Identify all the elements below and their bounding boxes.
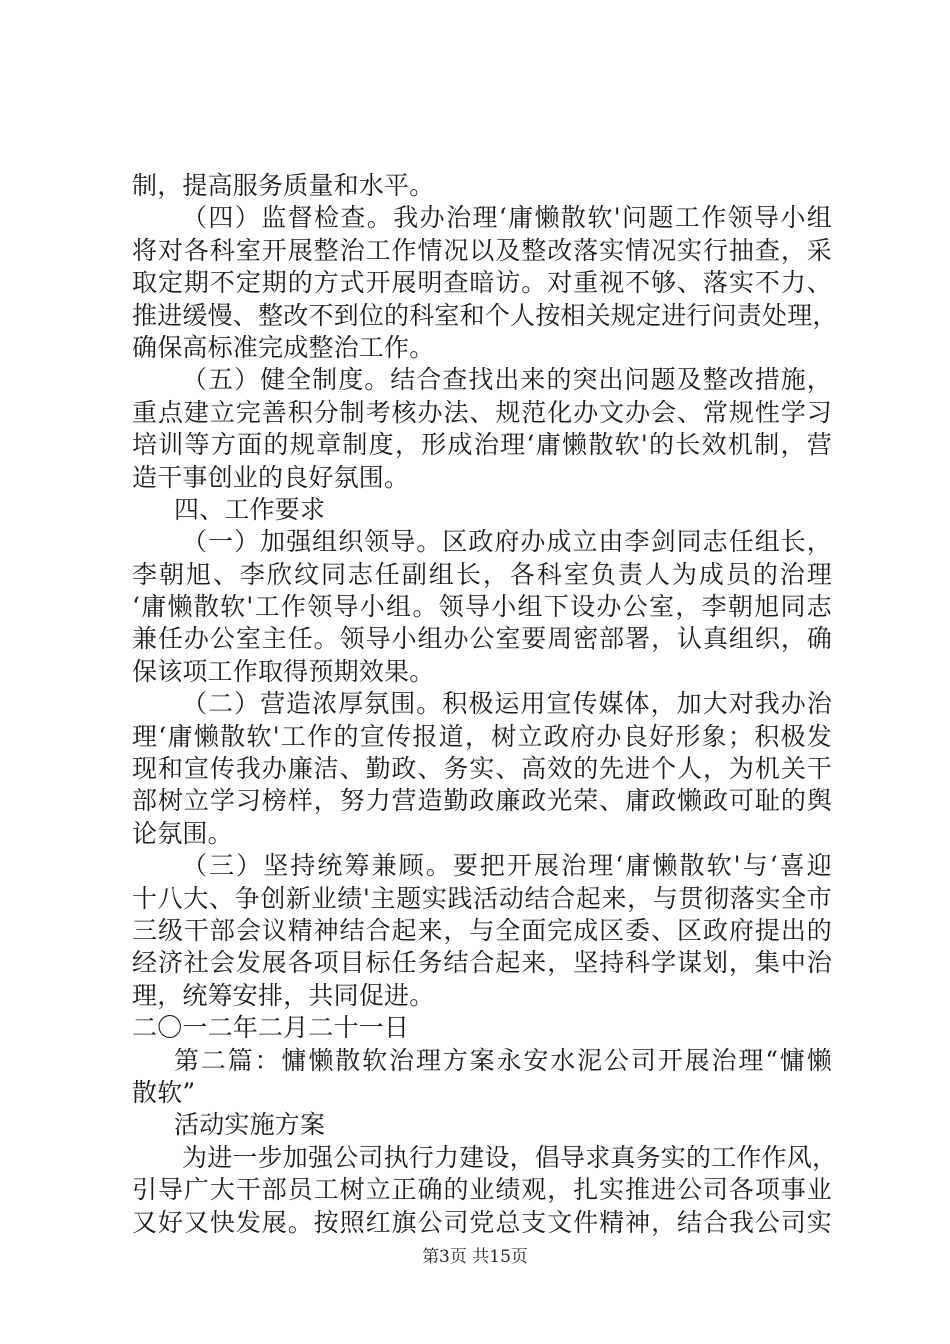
- text-line: 兼任办公室主任。领导小组办公室要周密部署，认真组织，确: [132, 624, 832, 654]
- text-line: 为进一步加强公司执行力建设，倡导求真务实的工作作风，: [182, 1142, 838, 1172]
- text-line: 取定期不定期的方式开展明查暗访。对重视不够、落实不力、: [132, 268, 832, 298]
- text-line: 三级干部会议精神结合起来，与全面完成区委、区政府提出的: [132, 915, 832, 945]
- text-line: 第二篇：慵懒散软治理方案永安水泥公司开展治理“慵懒: [174, 1045, 832, 1075]
- text-line: 培训等方面的规章制度，形成治理‘庸懒散软'的长效机制，营: [132, 430, 832, 460]
- text-line: 十八大、争创新业绩'主题实践活动结合起来，与贯彻落实全市: [132, 883, 832, 913]
- text-line: 活动实施方案: [174, 1110, 326, 1140]
- text-line: 推进缓慢、整改不到位的科室和个人按相关规定进行问责处理，: [132, 300, 838, 330]
- text-line: 四、工作要求: [174, 494, 326, 524]
- text-line: 重点建立完善积分制考核办法、规范化办文办会、常规性学习: [132, 397, 832, 427]
- text-line: ‘庸懒散软'工作领导小组。领导小组下设办公室，李朝旭同志: [132, 592, 832, 622]
- document-body: [132, 170, 838, 1239]
- text-line: 保该项工作取得预期效果。: [132, 656, 435, 686]
- text-line: 造干事创业的良好氛围。: [132, 462, 410, 492]
- text-line: （一）加强组织领导。区政府办成立由李剑同志任组长，: [182, 527, 832, 557]
- text-line: 将对各科室开展整治工作情况以及整改落实情况实行抽查，采: [132, 235, 832, 265]
- text-line: 确保高标准完成整治工作。: [132, 332, 435, 362]
- text-line: 理‘庸懒散软'工作的宣传报道，树立政府办良好形象；积极发: [132, 721, 832, 751]
- text-line: （五）健全制度。结合查找出来的突出问题及整改措施，: [182, 365, 832, 395]
- text-line: 二〇一二年二月二十一日: [132, 1013, 410, 1043]
- text-line: 部树立学习榜样，努力营造勤政廉政光荣、庸政懒政可耻的舆: [132, 786, 832, 816]
- page-footer: 第3页 共15页: [422, 1247, 528, 1267]
- text-line: 引导广大干部员工树立正确的业绩观，扎实推进公司各项事业: [132, 1175, 832, 1205]
- text-line: 散软”: [132, 1077, 196, 1107]
- text-line: （四）监督检查。我办治理‘庸懒散软'问题工作领导小组: [182, 203, 832, 233]
- text-line: 李朝旭、李欣纹同志任副组长，各科室负责人为成员的治理: [132, 559, 832, 589]
- text-line: （二）营造浓厚氛围。积极运用宣传媒体，加大对我办治: [182, 689, 832, 719]
- text-line: 经济社会发展各项目标任务结合起来，坚持科学谋划，集中治: [132, 948, 832, 978]
- text-line: 制，提高服务质量和水平。: [132, 171, 435, 200]
- text-line: 论氛围。: [132, 818, 233, 848]
- text-line: 现和宣传我办廉洁、勤政、务实、高效的先进个人，为机关干: [132, 754, 832, 784]
- text-line: （三）坚持统筹兼顾。要把开展治理‘庸懒散软'与‘喜迎: [182, 851, 832, 881]
- text-line: 又好又快发展。按照红旗公司党总支文件精神，结合我公司实: [132, 1207, 832, 1237]
- text-line: 理，统筹安排，共同促进。: [132, 980, 435, 1010]
